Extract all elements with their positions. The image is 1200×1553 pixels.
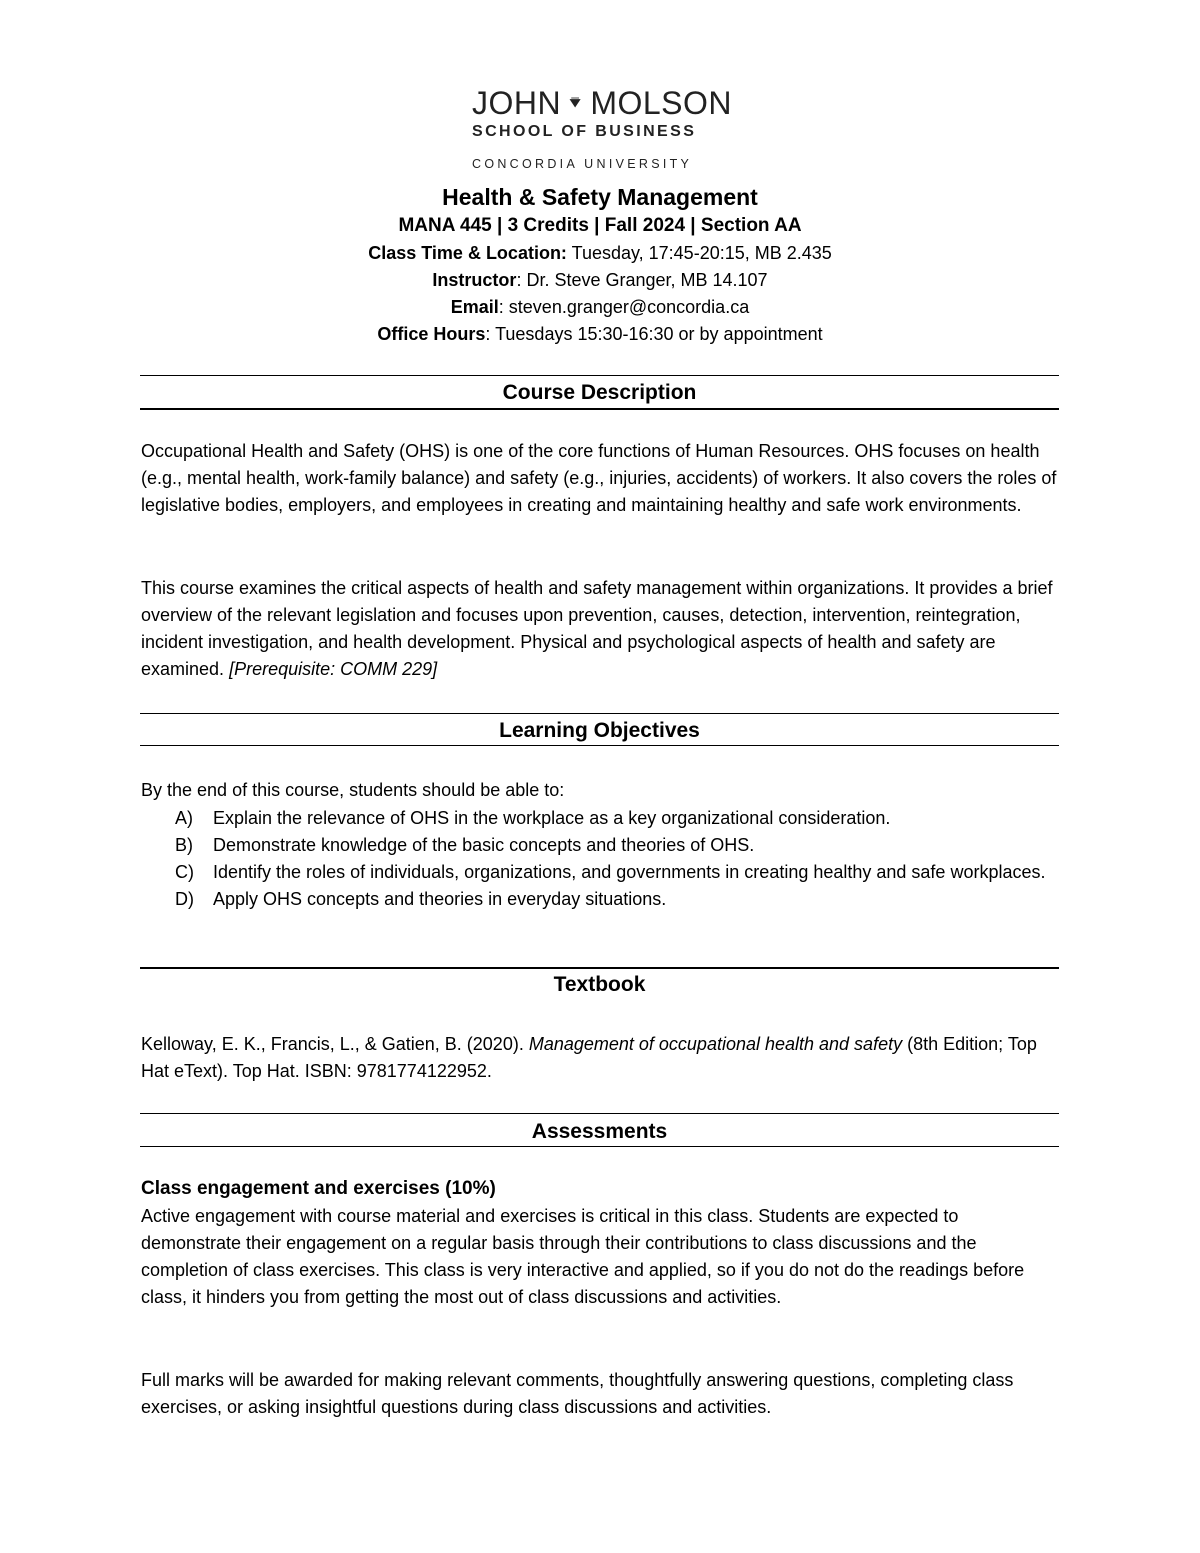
textbook-citation xyxy=(141,1031,1059,1085)
jmsb-logo xyxy=(472,86,732,172)
objective-text: Explain the relevance of OHS in the workplace as a key organizational consideration. xyxy=(213,808,891,828)
course-meta: MANA 445 | 3 Credits | Fall 2024 | Section AA xyxy=(398,215,802,236)
course-title: Health & Safety Management xyxy=(442,184,758,210)
class-time-value: Tuesday, 17:45-20:15, MB 2.435 xyxy=(566,243,832,263)
course-header xyxy=(140,182,1060,348)
objectives-intro: By the end of this course, students should be able to: xyxy=(141,780,565,800)
logo-john-text: JOHN xyxy=(472,85,562,121)
course-description-text: This course examines the critical aspects of health and safety management within organizations. It provides a brief overview of the relevant legislation and focuses upon prevention, causes, detection, intervention, reintegration, incident investigation, and health development. Physical and psychological aspects of health and safety are examined. xyxy=(141,578,1053,679)
objective-text: Apply OHS concepts and theories in everyday situations. xyxy=(213,889,667,909)
objective-letter: A) xyxy=(175,808,193,828)
course-description-paragraph: Occupational Health and Safety (OHS) is one of the core functions of Human Resources. OHS focuses on health (e.g., mental health, work-family balance) and safety (e.g., injuries, accidents) of workers. It also covers the roles of legislative bodies, employers, and employees in creating and maintaining healthy and safe work environments. xyxy=(141,441,1057,515)
office-hours-value: : Tuesdays 15:30-16:30 or by appointment xyxy=(485,324,823,344)
section-heading-textbook: Textbook xyxy=(553,973,646,996)
objective-letter: C) xyxy=(175,862,194,882)
list-item xyxy=(141,832,1059,859)
objective-text: Identify the roles of individuals, organizations, and governments in creating healthy and safe workplaces. xyxy=(213,862,1046,882)
email-label: Email xyxy=(450,297,499,317)
logo-school-text: SCHOOL OF BUSINESS xyxy=(472,123,697,140)
divider xyxy=(140,408,1059,410)
prerequisite-note: [Prerequisite: COMM 229] xyxy=(229,659,438,679)
instructor-label: Instructor xyxy=(432,270,517,290)
email-line xyxy=(140,294,1060,321)
divider xyxy=(140,1146,1059,1147)
instructor-line xyxy=(140,267,1060,294)
list-item xyxy=(141,805,1059,832)
logo-molson-text: MOLSON xyxy=(590,85,732,121)
section-heading-assessments: Assessments xyxy=(531,1120,668,1143)
section-heading-course-description: Course Description xyxy=(502,381,697,404)
instructor-value: : Dr. Steve Granger, MB 14.107 xyxy=(516,270,768,290)
engagement-paragraph: Active engagement with course material and exercises is critical in this class. Students are expected to demonstrate their engagement on a regular basis through their contributions to class discussions and the completion of class exercises. This class is very interactive and applied, so if you do not do the readings before class, it hinders you from getting the most out of class discussions and activities. xyxy=(141,1206,1025,1307)
divider xyxy=(140,713,1059,714)
course-description-paragraph xyxy=(141,575,1059,683)
office-hours-label: Office Hours xyxy=(377,324,486,344)
divider xyxy=(140,375,1059,376)
engagement-paragraph: Full marks will be awarded for making relevant comments, thoughtfully answering questions, completing class exercises, or asking insightful questions during class discussions and activities. xyxy=(141,1370,1014,1417)
logo-university-text: CONCORDIA UNIVERSITY xyxy=(472,157,693,171)
divider xyxy=(140,745,1059,746)
objective-text: Demonstrate knowledge of the basic concepts and theories of OHS. xyxy=(213,835,755,855)
molson-arrow-icon xyxy=(569,93,581,113)
objectives-list xyxy=(141,805,1059,913)
citation-title: Management of occupational health and safety xyxy=(528,1034,903,1054)
citation-details: (8th Edition; Top Hat eText). Top Hat. ISBN: 9781774122952. xyxy=(141,1034,1037,1081)
objective-letter: D) xyxy=(175,889,194,909)
objective-letter: B) xyxy=(175,835,193,855)
engagement-heading: Class engagement and exercises (10%) xyxy=(141,1178,496,1199)
logo-name-line xyxy=(472,86,732,120)
list-item xyxy=(141,859,1059,886)
divider xyxy=(140,967,1059,969)
divider xyxy=(140,1113,1059,1114)
class-time-label: Class Time & Location: xyxy=(368,243,567,263)
office-hours-line xyxy=(140,321,1060,348)
email-value: : steven.granger@concordia.ca xyxy=(498,297,750,317)
class-time-line xyxy=(140,240,1060,267)
section-heading-learning-objectives: Learning Objectives xyxy=(499,719,700,742)
list-item xyxy=(141,886,1059,913)
citation-authors: Kelloway, E. K., Francis, L., & Gatien, B. (2020). xyxy=(141,1034,529,1054)
